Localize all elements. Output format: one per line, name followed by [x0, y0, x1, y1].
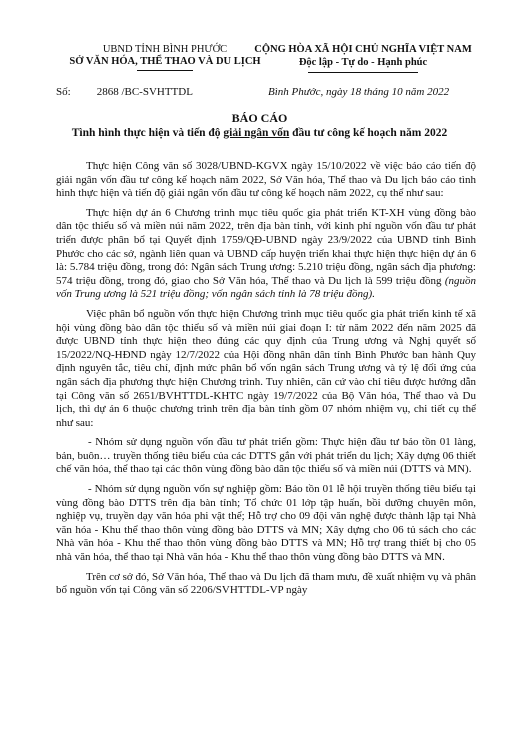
list-item-investment: - Nhóm sử dụng nguồn vốn đầu tư phát triển gồm: Thực hiện đầu tư bảo tồn 01 làng, bản, buôn… truyền thống tiêu biểu của các DTTS gắn với phát triển du lịch; Xây dựng 06 thiết chế văn hóa, thể thao tại các thôn vùng đồng bào dân tộc thiểu số và miền núi (DTTS và MN).: [56, 436, 476, 476]
subtitle-part1: Tình hình thực hiện và tiến độ: [71, 127, 224, 139]
doc-number-prefix: Số:: [56, 86, 71, 98]
agency-line2: SỞ VĂN HÓA, THỂ THAO VÀ DU LỊCH: [69, 56, 261, 67]
agency-line1: UBND TỈNH BÌNH PHƯỚC: [102, 44, 228, 55]
agency-header: [50, 44, 280, 68]
national-motto: Độc lập - Tự do - Hạnh phúc: [298, 57, 428, 68]
agency-underline: [137, 70, 193, 71]
list-item-career: - Nhóm sử dụng nguồn vốn sự nghiệp gồm: Bảo tồn 01 lễ hội truyền thống tiêu biểu tại vùng đồng bào DTTS trên địa bàn tỉnh; Tổ chức 01 lớp tập huấn, bồi dưỡng chuyên môn, nghiệp vụ, truyền dạy văn hóa phi vật thể; Hỗ trợ cho 09 đội văn nghệ được thành lập tại Nhà văn hóa - Khu thể thao thôn vùng đồng bào DTTS và MN; Xây dựng cho 06 tủ sách cho các Nhà văn hóa - Khu thể thao thôn vùng đồng bào DTTS và MN; Hỗ trợ trang thiết bị cho 05 nhà văn hóa, thể thao tại Nhà văn hóa - Khu thể thao thôn vùng đồng bào DTTS và MN.: [56, 483, 476, 564]
paragraph-project6: [56, 207, 476, 302]
paragraph-project6-note: (nguồn vốn Trung ương là 521 triệu đồng; vốn ngân sách tỉnh là 78 triệu đồng).: [56, 274, 476, 301]
report-heading: BÁO CÁO: [231, 111, 288, 125]
paragraph-project6-main: Thực hiện dự án 6 Chương trình mục tiêu quốc gia phát triển KT-XH vùng đồng bào dân tộc thiểu số và miền núi năm 2022, trên địa bàn tỉnh, với kinh phí nguồn vốn đầu tư phát triển được phân bổ tại Quyết định 1759/QĐ-UBND ngày 23/9/2022 của UBND tỉnh Bình Phước cho các sở, ngành liên quan và UBND cấp huyện triển khai thực hiện thực hiện dự án 6 là: 5.784 triệu đồng, trong đó: Ngân sách Trung ương: 5.210 triệu đồng, ngân sách địa phương: 574 triệu đồng, trong đó, giao cho Sở Văn hóa, Thể thao và Du lịch là 599 triệu đồng: [56, 206, 476, 287]
doc-number-value: 2868 /BC-SVHTTDL: [96, 86, 193, 98]
national-header: [248, 44, 478, 70]
paragraph-allocation: Việc phân bổ nguồn vốn thực hiện Chương trình mục tiêu quốc gia phát triển kinh tế xã hội vùng đồng bào dân tộc thiểu số và miền núi giai đoạn I: từ năm 2022 đến năm 2025 đã được UBND tỉnh thực hiện theo đúng các quy định của Trung ương và Nghị quyết số 15/2022/NQ-HĐND ngày 12/7/2022 của Hội đồng nhân dân tỉnh Bình Phước ban hành Quy định nguyên tắc, tiêu chí, định mức phân bổ vốn ngân sách Trung ương và tỷ lệ đối ứng của ngân sách địa phương thực hiện Chương trình. Tuy nhiên, căn cứ vào chỉ tiêu được hướng dẫn tại Công văn số 2651/BVHTTDL-KHTC ngày 19/7/2022 của Bộ Văn hóa, Thể thao và Du lịch, thì dự án 6 thuộc chương trình trên địa bàn tỉnh gồm 07 nhóm nhiệm vụ, chi tiết cụ thể như sau:: [56, 307, 476, 429]
subtitle-underlined: giải ngân vốn: [223, 127, 290, 139]
report-body: [56, 160, 476, 604]
document-number: [56, 86, 193, 98]
paragraph-intro: Thực hiện Công văn số 3028/UBND-KGVX ngày 15/10/2022 về việc báo cáo tiến độ giải ngân vốn đầu tư công kế hoạch năm 2022, Sở Văn hóa, Thể thao và Du lịch báo cáo tình hình thực hiện và tiến độ giải ngân vốn đầu tư công kế hoạch năm 2022, cụ thể như sau:: [56, 160, 476, 200]
place-date: Bình Phước, ngày 18 tháng 10 năm 2022: [268, 86, 450, 98]
subtitle-part2: đầu tư công kế hoạch năm 2022: [289, 127, 448, 139]
national-title: CỘNG HÒA XÃ HỘI CHỦ NGHĨA VIỆT NAM: [254, 44, 472, 55]
report-subtitle: [0, 127, 519, 139]
paragraph-basis: Trên cơ sở đó, Sở Văn hóa, Thể thao và Du lịch đã tham mưu, đề xuất nhiệm vụ và phân bổ nguồn vốn tại Công văn số 2206/SVHTTDL-VP ngày: [56, 570, 476, 597]
motto-underline: [308, 72, 418, 73]
